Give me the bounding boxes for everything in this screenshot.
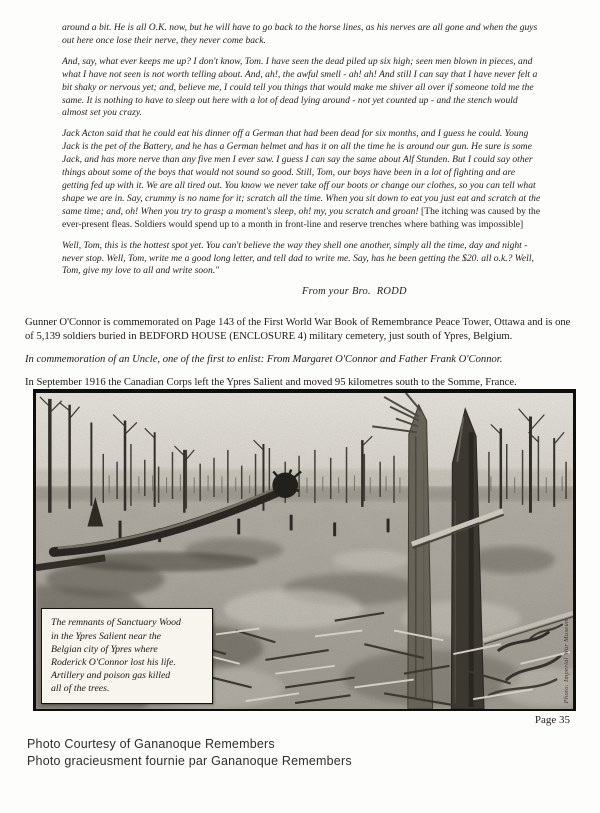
caption-line: all of the trees. bbox=[51, 682, 110, 694]
caption-line: Artillery and poison gas killed bbox=[51, 669, 171, 681]
sanctuary-wood-photo bbox=[33, 389, 576, 711]
caption-line: The remnants of Sanctuary Wood bbox=[51, 617, 181, 629]
letter-paragraph-2: And, say, what ever keeps me up? I don't know, Tom. I have seen the dead piled up six high; seen men blown in pieces, and what I have not seen is not worth telling about. And, ah!, the awful smell - ah! ah! And still I can say that I have never felt a bit shaky or nervous yet; and, believe me, I could tell you things that would make me shiver all over if someone told me the same. It is nothing to have to sleep out here with a lot of dead lying around - not yet counted up - and the stench would almost set you crazy. bbox=[62, 55, 538, 119]
photo-courtesy-french: Photo gracieusment fournie par Gananoque Remembers bbox=[27, 754, 352, 768]
letter-paragraph-3-editor-note: [The itching was caused by the ever-present fleas. Soldiers would spend up to a month in front-line and reserve trenches where bathing was impossible] bbox=[62, 205, 541, 230]
caption-line: Belgian city of Ypres where bbox=[51, 643, 158, 655]
page-number: Page 35 bbox=[534, 714, 570, 726]
letter-paragraph-1: around a bit. He is all O.K. now, but he will have to go back to the horse lines, as his nerves are all gone and when the guys out here once lose their nerve, they never come back. bbox=[62, 22, 538, 46]
commemoration-text: Gunner O'Connor is commemorated on Page 143 of the First World War Book of Remembrance Peace Tower, Ottawa and is one of 5,139 soldiers buried in BEDFORD HOUSE (ENCLOSURE 4) military cemetery, just south of Ypres, Belgium. bbox=[25, 317, 571, 342]
letter-paragraph-3-italic: Jack Acton said that he could eat his dinner off a German that had been dead for six months, and I guess he could. Young Jack is the pet of the Battery, and he has a German helmet and has it on all the time he is around our gun. He sure is some Jack, and has more nerve than any five men I ever saw. I guess I can say the same about Alf Stunden. But I could say other things about some of the boys that would not sound so good. Still, Tom, our boys have been in a lot of fighting and are getting fed up with it. We are all tired out. You know we never take off our boots or change our clothes, so you can tell what shape we are in. Say, crummy is no name for it; scratch all the time. When you sit down to eat you just eat and scratch at the same time; and, oh! When you try to grasp a moment's sleep, oh! my, you scratch and groan! bbox=[62, 128, 541, 217]
letter-paragraph-3 bbox=[62, 128, 543, 231]
caption-line: in the Ypres Salient near the bbox=[51, 630, 162, 642]
photo-courtesy-english: Photo Courtesy of Gananoque Remembers bbox=[27, 737, 275, 751]
letter-text-block bbox=[62, 22, 543, 307]
photo-credit: Photo: Imperial War Museum bbox=[563, 617, 570, 703]
body-text-block bbox=[25, 316, 578, 399]
dedication-text: In commemoration of an Uncle, one of the first to enlist: From Margaret O'Connor and Father Frank O'Connor. bbox=[25, 354, 503, 365]
letter-paragraph-4: Well, Tom, this is the hottest spot yet. You can't believe the way they shell one another, simply all the time, day and night - never stop. Well, Tom, write me a good long letter, and tell dad to write me. Say, has he been getting the $20. all o.k.? Well, Tom, give my love to all and write soon." bbox=[62, 239, 534, 277]
caption-line: Roderick O'Connor lost his life. bbox=[51, 656, 176, 668]
photo-caption-box bbox=[41, 608, 213, 704]
september-note-text: In September 1916 the Canadian Corps left the Ypres Salient and moved 95 kilometres south to the Somme, France. bbox=[25, 377, 517, 388]
letter-signature: From your Bro. RODD bbox=[302, 286, 407, 298]
